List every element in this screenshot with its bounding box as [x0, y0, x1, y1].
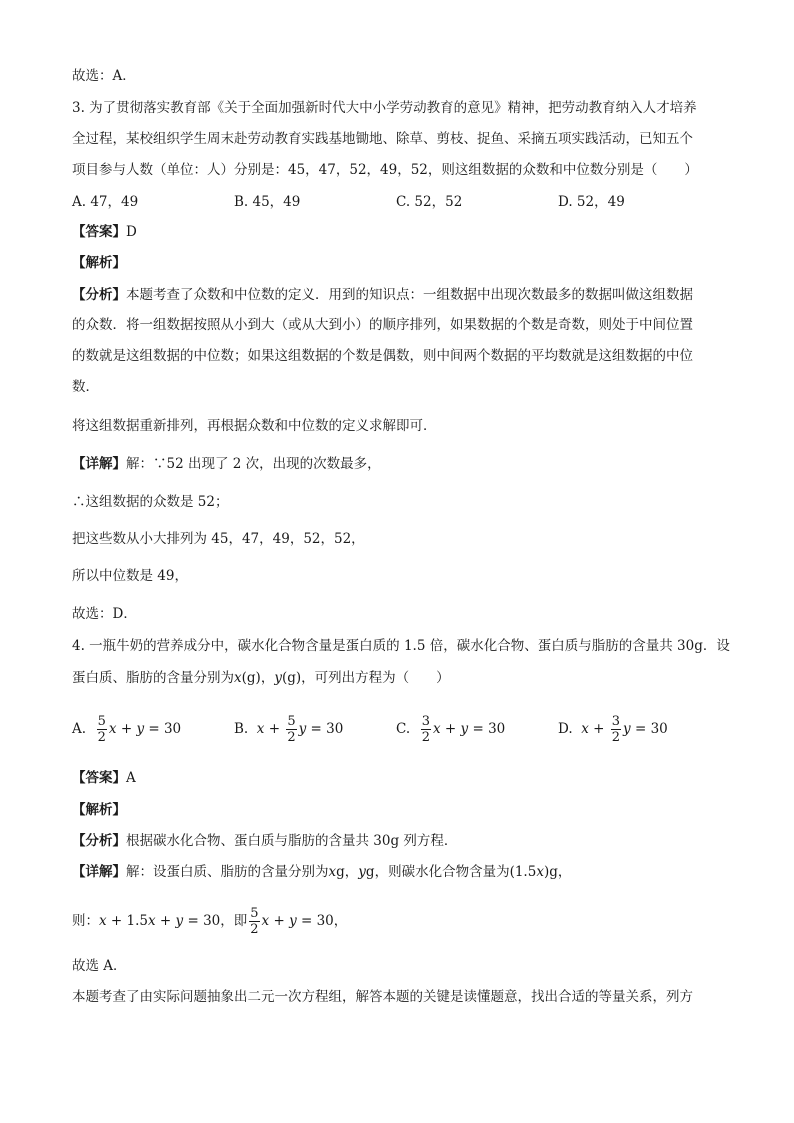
- summary-line: 本题考查了由实际问题抽象出二元一次方程组，解答本题的关键是读懂题意，找出合适的等量关系，列方: [72, 989, 693, 1005]
- option-a: A. $\frac{5}{2}$ x + y = 30: [72, 714, 182, 745]
- fenxi-tag: 【分析】: [72, 833, 126, 849]
- fenxi-tag: 【分析】: [72, 287, 126, 303]
- xiangjie-line: 故选 A．: [72, 958, 127, 974]
- xiangjie-line: 【详解】解：设蛋白质、脂肪的含量分别为xg，yg，则碳水化合物含量为(1.5x)g，: [72, 864, 572, 880]
- answer-line: [72, 222, 137, 242]
- text-line: 故选：A．: [72, 68, 136, 84]
- xiangjie-line: 故选：D．: [72, 606, 137, 622]
- xiangjie-line: 所以中位数是 49，: [72, 568, 188, 584]
- fenxi-line: 将这组数据重新排列，再根据众数和中位数的定义求解即可．: [72, 418, 437, 434]
- answer-value: D: [126, 224, 137, 240]
- answer-line: [72, 768, 136, 788]
- question-4-stem: 4. 一瓶牛奶的营养成分中，碳水化合物含量是蛋白质的 1.5 倍，碳水化合物、蛋白质与脂肪的含量共 30g．设: [72, 638, 730, 654]
- xiangjie-line: 把这些数从小大排列为 45，47，49，52，52，: [72, 531, 365, 547]
- option-d: D. 52，49: [558, 194, 625, 210]
- answer-tag: 【答案】: [72, 770, 126, 786]
- answer-tag: 【答案】: [72, 224, 126, 240]
- option-d: D. x + $\frac{3}{2}$ y = 30: [558, 714, 668, 745]
- xiangjie-tag: 【详解】: [72, 456, 126, 472]
- xiangjie-line: ∴这组数据的众数是 52；: [72, 494, 229, 510]
- xiangjie-line: 则：x + 1.5x + y = 30，即 $\frac{5}{2}$ x + y = 30，: [72, 906, 348, 937]
- question-3-stem: 全过程，某校组织学生周末赴劳动教育实践基地锄地、除草、剪枝、捉鱼、采摘五项实践活动，已知五个: [72, 131, 693, 147]
- question-4-stem: 蛋白质、脂肪的含量分别为x(g)，y(g)，可列出方程为（ ）: [72, 670, 450, 686]
- fenxi-line: 【分析】本题考查了众数和中位数的定义．用到的知识点：一组数据中出现次数最多的数据叫做这组数据: [72, 287, 693, 303]
- analysis-tag: 【解析】: [72, 802, 126, 818]
- xiangjie-line: 【详解】解：∵52 出现了 2 次，出现的次数最多，: [72, 456, 381, 472]
- fenxi-line: 的数就是这组数据的中位数；如果这组数据的个数是偶数，则中间两个数据的平均数就是这组数据的中位: [72, 348, 693, 364]
- xiangjie-tag: 【详解】: [72, 864, 126, 880]
- question-3-stem: 项目参与人数（单位：人）分别是：45，47，52，49，52，则这组数据的众数和中位数分别是（ ）: [72, 162, 698, 178]
- answer-value: A: [126, 770, 136, 786]
- fenxi-line: 的众数．将一组数据按照从小到大（或从大到小）的顺序排列，如果数据的个数是奇数，则处于中间位置: [72, 317, 693, 333]
- option-a: A. 47，49: [72, 194, 139, 210]
- option-b: B. 45，49: [234, 194, 301, 210]
- fenxi-line: 数．: [72, 379, 99, 395]
- option-b: B. x + $\frac{5}{2}$ y = 30: [234, 714, 344, 745]
- analysis-tag: 【解析】: [72, 255, 126, 271]
- question-3-stem: 3. 为了贯彻落实教育部《关于全面加强新时代大中小学劳动教育的意见》精神，把劳动教育纳入人才培养: [72, 100, 697, 116]
- option-c: C. $\frac{3}{2}$ x + y = 30: [396, 714, 506, 745]
- option-c: C. 52，52: [396, 194, 463, 210]
- fenxi-line: 【分析】根据碳水化合物、蛋白质与脂肪的含量共 30g 列方程．: [72, 833, 458, 849]
